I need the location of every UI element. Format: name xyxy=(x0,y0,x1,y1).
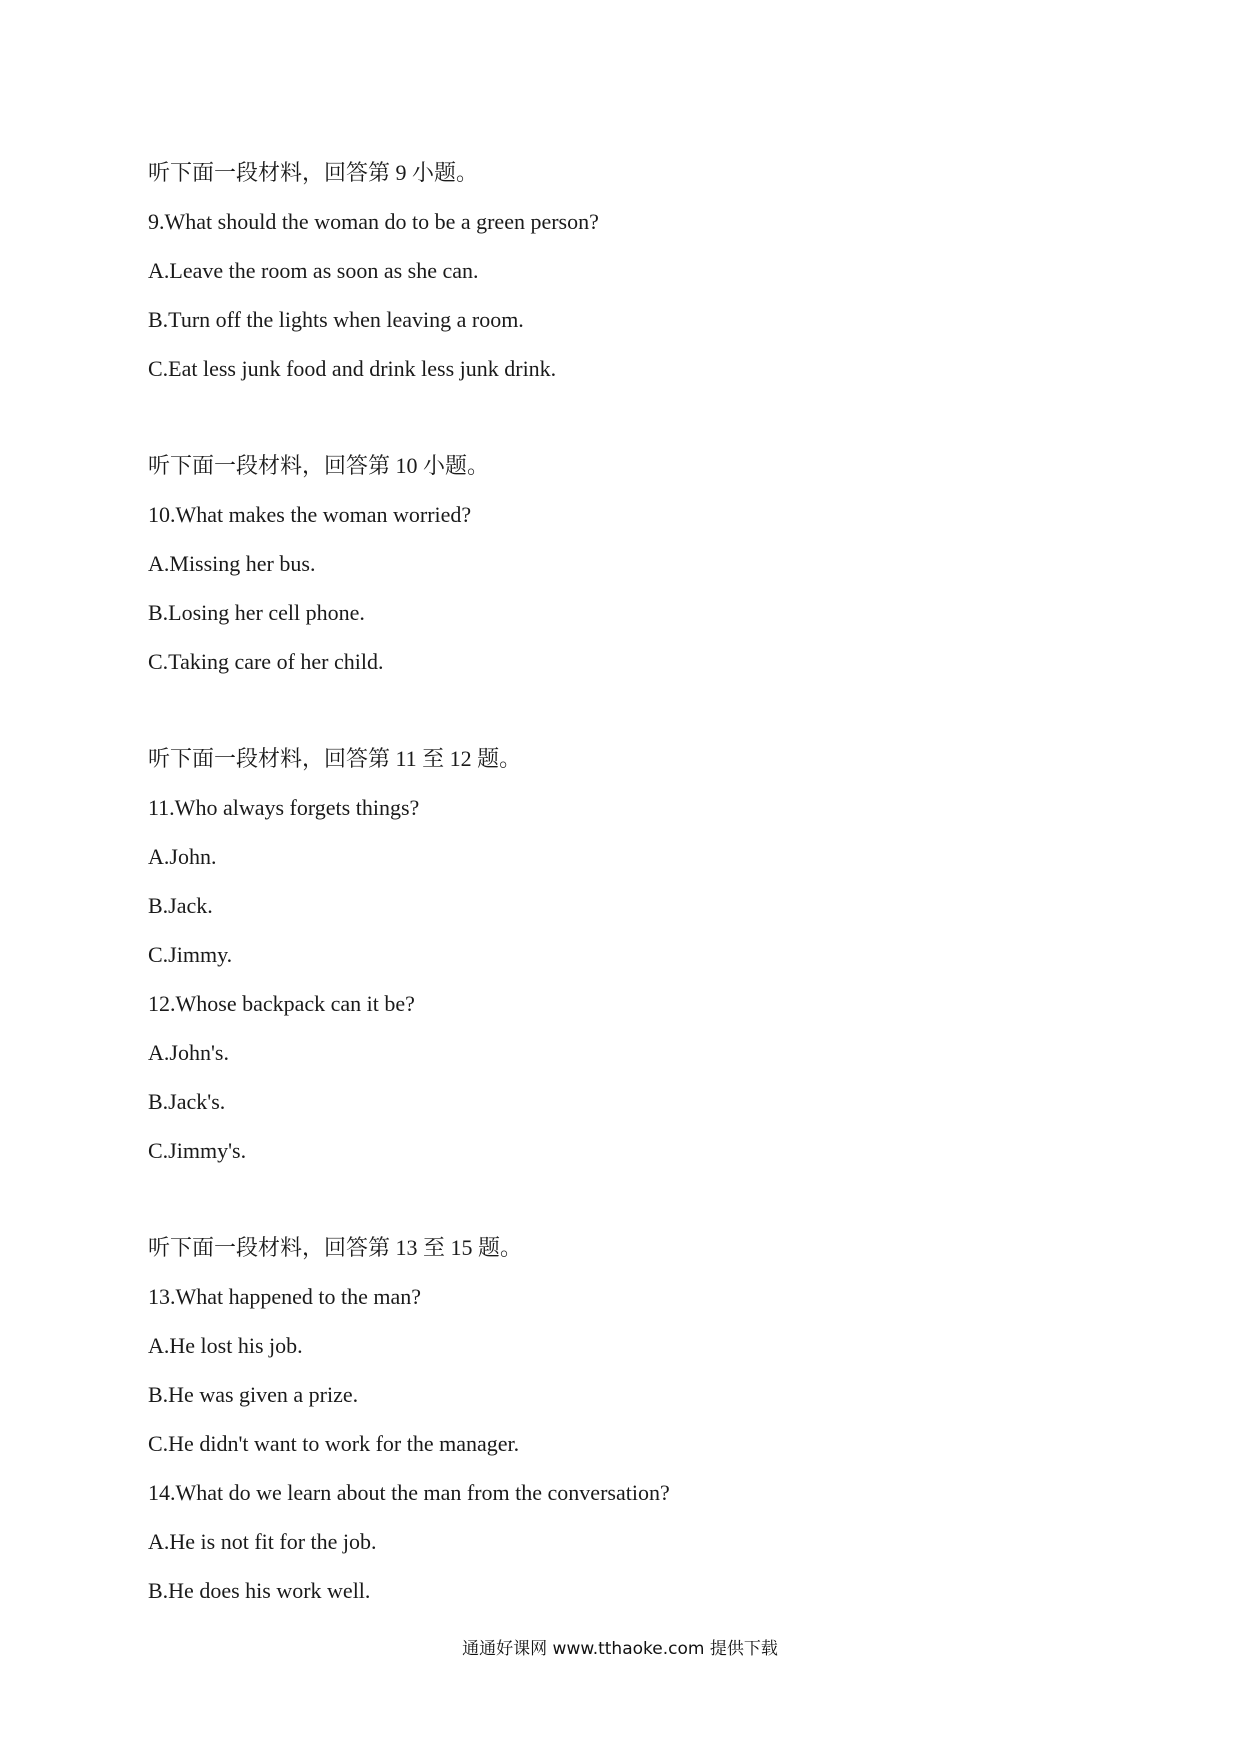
answer-option: A.He lost his job. xyxy=(148,1333,303,1358)
question-text: 10.What makes the woman worried? xyxy=(148,502,472,527)
answer-option: A.John's. xyxy=(148,1040,229,1065)
answer-option: C.Jimmy's. xyxy=(148,1138,247,1163)
section-heading: 听下面一段材料，回答第 10 小题。 xyxy=(148,453,490,478)
answer-option: B.Losing her cell phone. xyxy=(148,600,365,625)
answer-option: C.He didn't want to work for the manager. xyxy=(148,1431,520,1456)
answer-option: A.He is not fit for the job. xyxy=(148,1529,377,1554)
question-text: 11.Who always forgets things? xyxy=(148,795,420,820)
question-text: 13.What happened to the man? xyxy=(148,1284,422,1309)
section-heading: 听下面一段材料，回答第 11 至 12 题。 xyxy=(148,746,522,771)
answer-option: B.He does his work well. xyxy=(148,1578,371,1603)
answer-option: A.Missing her bus. xyxy=(148,551,316,576)
answer-option: B.Jack's. xyxy=(148,1089,226,1114)
answer-option: B.Turn off the lights when leaving a room. xyxy=(148,307,524,332)
question-text: 14.What do we learn about the man from the conversation? xyxy=(148,1480,670,1505)
answer-option: B.He was given a prize. xyxy=(148,1382,359,1407)
question-text: 9.What should the woman do to be a green person? xyxy=(148,209,599,234)
answer-option: A.John. xyxy=(148,844,217,869)
section-heading: 听下面一段材料，回答第 13 至 15 题。 xyxy=(148,1235,523,1260)
answer-option: C.Eat less junk food and drink less junk drink. xyxy=(148,356,557,381)
answer-option: C.Taking care of her child. xyxy=(148,649,384,674)
page-footer: 通通好课网 www.tthaoke.com 提供下载 xyxy=(462,1639,778,1659)
answer-option: B.Jack. xyxy=(148,893,213,918)
section-heading: 听下面一段材料，回答第 9 小题。 xyxy=(148,160,479,185)
answer-option: C.Jimmy. xyxy=(148,942,233,967)
answer-option: A.Leave the room as soon as she can. xyxy=(148,258,479,283)
question-text: 12.Whose backpack can it be? xyxy=(148,991,415,1016)
